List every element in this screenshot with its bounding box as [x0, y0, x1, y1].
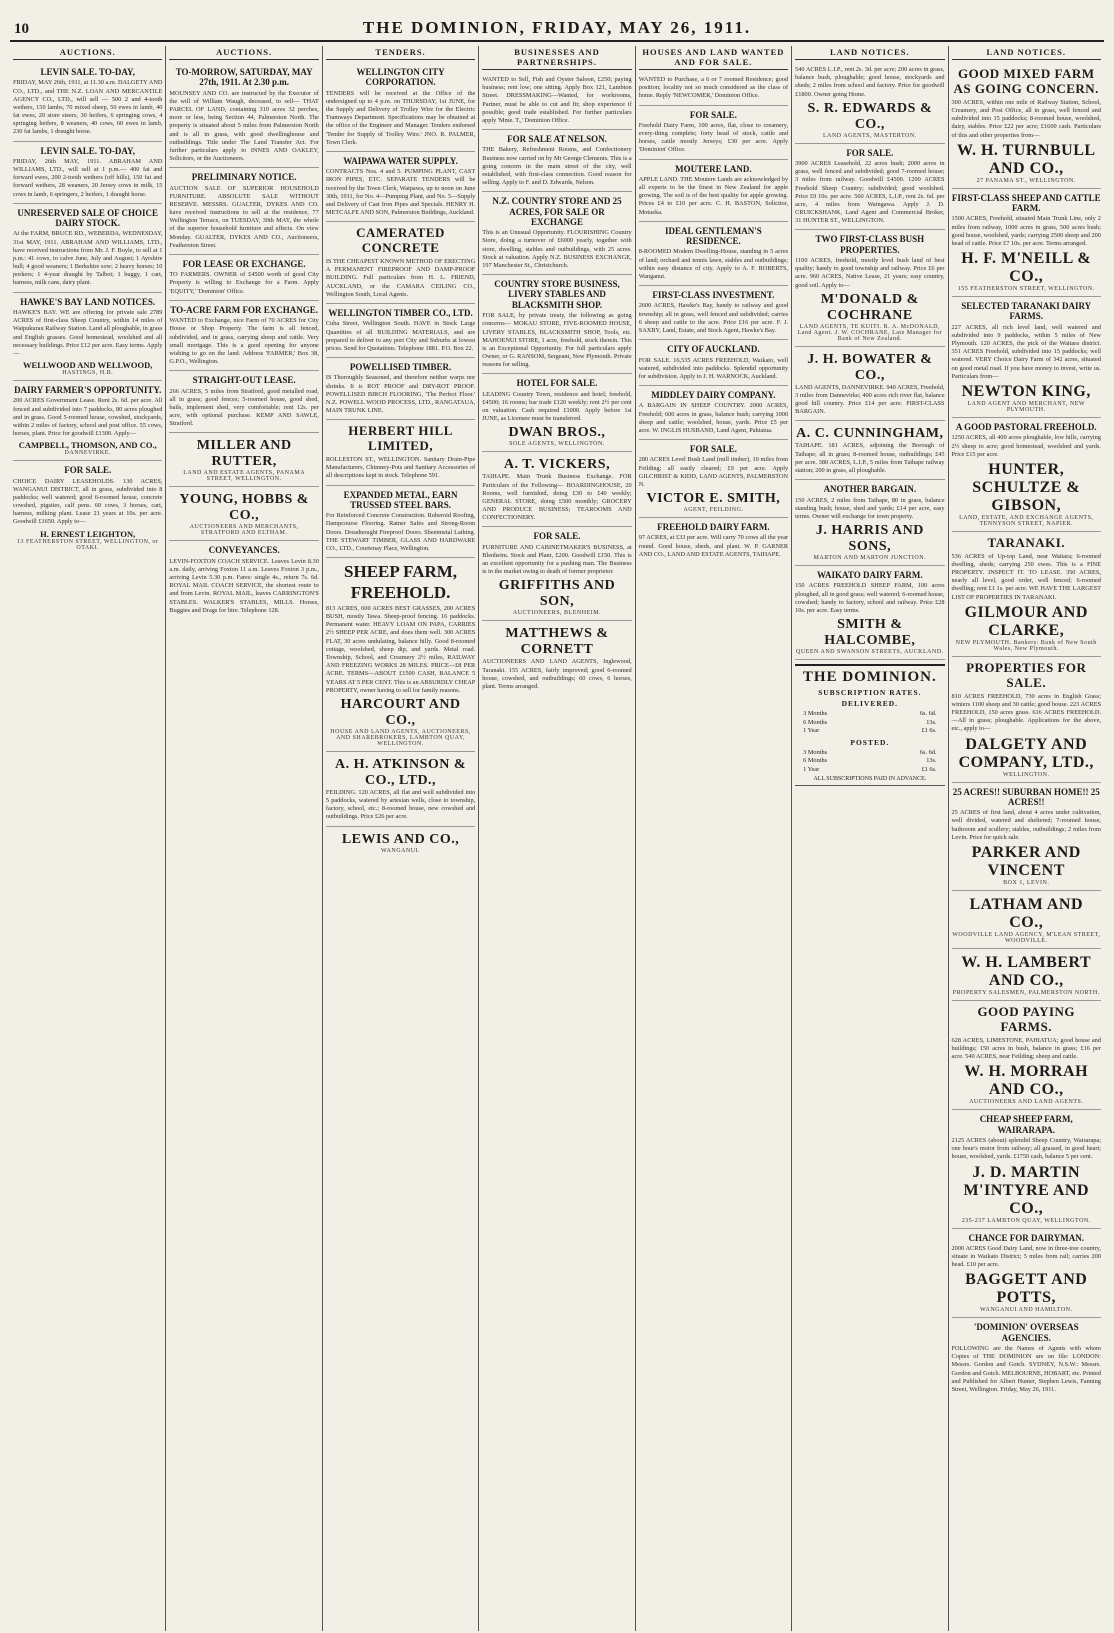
rates-row: [795, 710, 944, 719]
rate-price: £1 6s.: [921, 765, 937, 773]
ad-heading: EXPANDED METAL, EARN TRUSSED STEEL BARS.: [343, 489, 458, 510]
rates-subtitle: SUBSCRIPTION RATES.: [818, 688, 922, 698]
ad-miller-rutter: [169, 433, 318, 487]
ad-heading: HERBERT HILL LIMITED,: [348, 423, 453, 454]
ad-body: 540 ACRES L.I.P., rent 2s. 3d. per acre; 200 acres in grass, balance bush, ploughable; good house, stockyards and sheds; 2 miles from school and factory. Price for goodwill £1800. Owner going Home.: [795, 66, 945, 98]
ad-body: FOR SALE. 16,535 ACRES FREEHOLD, Waikato, well watered, subdivided into paddocks. Splendid opportunity for subdivision. Apply to J. H. WARNOCK, Auckland.: [638, 356, 789, 380]
ad-heading: LEVIN SALE. TO-DAY,: [40, 145, 135, 156]
ad-lease-exchange: [169, 255, 318, 301]
ad-dairy-opportunity: [13, 381, 162, 461]
rates-delivered-label: DELIVERED.: [841, 699, 899, 709]
ad-body: 150 ACRES FREEHOLD SHEEP FARM, 100 acres ploughed, all in good grass; well watered; 6-roomed house, cowshed; handy to factory, school and railway. Price £28 10s. per acre. Easy terms.: [795, 582, 945, 614]
ad-body: LAND AGENTS, DANNEVIRKE. 940 ACRES, Freehold, 3 miles from Dannevirke; 400 acres rich river flat, balance good hill country. Price £14 per acre. FIRST-CLASS BARGAIN.: [795, 383, 945, 416]
ad-heading: CHANCE FOR DAIRYMAN.: [968, 1232, 1084, 1243]
ad-address: 155 FEATHERSTON STREET, WELLINGTON.: [957, 286, 1095, 293]
ad-levin-sale-2: [13, 142, 162, 204]
ad-body: Cuba Street, Wellington South. HAVE in Stock Large Quantities of all BUILDING MATERIALS, and are prepared to deliver to any port City and Suburbs at lowest prices. Send for Quotations. Telephone 1881. P.O. Box 22.: [325, 320, 476, 352]
ad-body: FOR SALE, by private treaty, the following as going concerns— MOKAU STORE, FIVE-ROOMED HOUSE, LIVERY STABLES, BLACKSMITH SHOP, Tools, etc. MAHOENUI STORE, 1 acre, freehold, stock therein. This is an Exceptional Opportunity. For full particulars apply Owner, or G. RANSOM, Sergeant, New Plymouth. Private reasons for selling.: [482, 312, 632, 369]
ad-matthews-cornett: [482, 621, 631, 695]
ad-body: FEILDING. 120 ACRES, all flat and well subdivided into 5 paddocks, watered by artesian wells, close to township, factory, school, etc.; 8-roomed house, new cowshed and outbuildings. Price £26 per acre.: [325, 788, 476, 821]
ad-signature: VICTOR E. SMITH,: [646, 491, 781, 507]
ad-bush-land: [639, 440, 788, 518]
rate-period: 1 Year: [803, 727, 820, 735]
ad-properties-for-sale: [952, 657, 1101, 783]
ad-city-corporation: [326, 63, 475, 152]
ad-cruickshank: [795, 144, 944, 231]
ad-signature: PARKER AND VINCENT: [971, 843, 1081, 879]
ad-heading: PROPERTIES FOR SALE.: [966, 659, 1087, 690]
ad-body: A BARGAIN IN SHEEP COUNTRY. 2000 ACRES, Freehold; 600 acres in grass, balance bush; carrying 1000 sheep and cattle; woolshed, house, yards. Price £5 per acre. W. INGLIS HUSBAND, Land Agent, Pahiatua.: [638, 402, 789, 434]
ad-heading: SHEEP FARM, FREEHOLD.: [344, 562, 458, 602]
ad-signature: HUNTER, SCHULTZE & GIBSON,: [972, 460, 1081, 514]
ad-body: 628 ACRES, LIMESTONE, PAHIATUA; good house and buildings; 150 acres in bush, balance in grass; £16 per acre. 540 ACRES, near Feilding; sheep and cattle.: [951, 1036, 1101, 1061]
ad-heading: SELECTED TARANAKI DAIRY FARMS.: [961, 301, 1092, 322]
ad-body: This is an Unusual Opportunity. FLOURISHING Country Store, doing a turnover of £6000 yearly, together with store, dwelling, stables and outbuildings, with 25 acres. Stock at valuation. Apply N.Z. BUSINESS EXCHANGE, 197 Manchester St., Christchurch.: [482, 229, 632, 269]
ad-heading: FOR SALE.: [689, 444, 737, 455]
ad-heading: CITY OF AUCKLAND.: [667, 344, 760, 355]
ad-heading: HOTEL FOR SALE.: [516, 378, 598, 389]
ad-sheep-cattle-farm: [952, 189, 1101, 297]
ad-body: Freehold Dairy Farm, 100 acres, flat, close to creamery, every-thing complete; forty head of stock, cattle and horses, cattle mostly Jerseys; £30 per acre. Apply 'Dominion' Office.: [638, 121, 789, 154]
column-heading: HOUSES AND LAND WANTED AND FOR SALE.: [639, 46, 788, 70]
ad-livery-stables: [482, 275, 631, 374]
ad-address: 13 FEATHERSTON STREET, WELLINGTON, or OTAKI.: [17, 538, 159, 551]
rate-price: £1 6s.: [921, 727, 937, 735]
ad-fish-saloon: [482, 73, 631, 130]
ad-signature: J. D. MARTIN M'INTYRE AND CO.,: [963, 1163, 1090, 1217]
ad-lewis: [326, 827, 475, 858]
ad-body: LEADING Country Town, residence and hotel; freehold, £4500; 16 rooms; bar trade £120 weekly; rent 2½ per cent on valuation. Cash required £1000. Apply before 1st JUNE, as Licensee must be transferred.: [482, 390, 632, 423]
ad-suburban-home: [952, 783, 1101, 891]
ad-address: PROPERTY SALESMEN, PALMERSTON NORTH.: [952, 989, 1100, 996]
rates-note: ALL SUBSCRIPTIONS PAID IN ADVANCE.: [813, 776, 927, 783]
ad-lambert: [952, 949, 1101, 1001]
columns: [10, 46, 1104, 1631]
ad-camerated-concrete: [326, 222, 475, 304]
column-heading: BUSINESSES AND PARTNERSHIPS.: [482, 46, 631, 70]
ad-body: TENDERS will be received at the Office of the undersigned up to 4 p.m. on THURSDAY, 1st JUNE, for the Supply and Delivery of Trolley Wire for the Electric Tramways Department. Specifications may be obtained at the office of the Engineer and Manager. Tenders endorsed 'Tender for Supply of Trolley Wire.' JNO. R. PALMER, Town Clerk.: [325, 89, 476, 146]
ad-signature: WELLWOOD AND WELLWOOD,: [23, 360, 153, 371]
ad-bowater: [795, 347, 944, 422]
ad-city-of-auckland: [639, 340, 788, 386]
ad-heading: FREEHOLD DAIRY FARM.: [657, 522, 770, 533]
ad-body: LEVIN-FOXTON COACH SERVICE. Leaves Levin 8.30 a.m. daily, arriving Foxton 11 a.m. Leaves Foxton 3 p.m., arriving Levin 5.30 p.m. Fares: single 4s., return 7s. 6d. ROYAL MAIL COACH SERVICE, the shortest route to and from Levin. ROYAL MAIL, leaves CARRINGTON'S STABLES. WALKER'S STABLES, MILLS. Horses, Buggies and Drags for hire. Telephone 128.: [169, 557, 319, 614]
page-number: 10: [14, 21, 29, 37]
column-7: [949, 46, 1104, 1631]
ad-signature: MILLER AND RUTTER,: [196, 438, 292, 470]
ad-signature: DALGETY AND COMPANY, LTD.,: [958, 735, 1094, 771]
ad-powellised-timber: [326, 358, 475, 420]
rate-price: 13s.: [926, 757, 937, 765]
ad-address: 235-237 LAMBTON QUAY, WELLINGTON.: [961, 1217, 1091, 1224]
ad-bush-properties: [795, 230, 944, 346]
ad-heading: FOR SALE AT NELSON.: [507, 134, 607, 145]
ad-furniture-business: [482, 527, 631, 621]
ad-body: 3900 ACRES Leasehold, 22 acres bush; 2000 acres in grass, well fenced and subdivided; good 7-roomed house; 3 miles from railway. Goodwill £4500. 1200 ACRES Freehold Sheep Country; subdivided; good woolshed. Price £9 10s. per acre. 560 ACRES, L.I.P., rent 2s. 6d. per acre, 4 miles from Waingawa. Apply J. D. CRUICKSHANK, Land Agent and Commercial Broker, 31 HUNTER ST., WELLINGTON.: [795, 160, 945, 225]
ad-heading: FOR SALE.: [64, 465, 112, 476]
ad-body: TAIHAPE. 181 ACRES, adjoining the Borough of Taihape; all in grass; 8-roomed house, outbuildings; £45 per acre. 380 ACRES, L.I.P., 5 miles from Taihape railway station; 200 in grass, all ploughable.: [795, 442, 945, 474]
ad-body: 150 ACRES, 2 miles from Taihape, 80 in grass, balance standing bush; house, shed and yards; £14 per acre, easy terms. Owner will exchange for town property.: [795, 496, 945, 520]
ad-body: HAWKE'S BAY. WE are offering for private sale 2789 ACRES of first-class Sheep Country, within 14 miles of Waipukurau Railway Station. Land all ploughable, in grass and English grasses. Good homestead, woolshed and all necessary buildings. Price £12 per acre. Easy terms. Apply—: [13, 308, 163, 357]
ad-signature: A. H. ATKINSON & CO., LTD.,: [335, 756, 467, 788]
ad-body: FOLLOWING are the Names of Agents with whom Copies of THE DOMINION are on file: LONDON: Messrs. Gordon and Gotch. SYDNEY, N.S.W.: Messrs. Gordon and Gotch. MELBOURNE, HOBART, etc. Printed and Published for Albert Hunter, Stephen Lewis, Fanning Street, Wellington. Friday, May 26, 1911.: [951, 1345, 1101, 1393]
ad-tomorrow-sale: [169, 63, 318, 168]
ad-body: APPLE LAND. THE Moutere Lands are acknowledged by all experts to be the finest in New Zealand for apple growing. The soil is of the best quality for apple growing. Prices £4 to £10 per acre. C. H. BASTON, Solicitor, Motueka.: [638, 175, 789, 216]
ad-heading: A GOOD PASTORAL FREEHOLD.: [955, 422, 1097, 432]
ad-heading: CONVEYANCES.: [208, 545, 280, 556]
ad-heading: ANOTHER BARGAIN.: [823, 484, 917, 495]
ad-address: DANNEVIRKE.: [64, 450, 111, 457]
ad-atkinson: [326, 752, 475, 827]
ad-signature: YOUNG, HOBBS & CO.,: [179, 492, 309, 524]
ad-cunningham: [795, 421, 944, 480]
ad-signature: DWAN BROS.,: [508, 425, 606, 441]
ad-body: ROLLESTON ST., WELLINGTON. Sanitary Drain-Pipe Manufacturers, Chimney-Pots and Sanitary Accessories of all descriptions kept in stock. Telephone 591.: [325, 456, 476, 480]
ad-body: 1250 ACRES, all 400 acres ploughable, low hills, carrying 2½ sheep to acre; good homestead, woolshed and yards. Price £15 per acre.: [951, 434, 1101, 458]
ad-body: 266 ACRES, 5 miles from Stratford, good metalled road, all in grass; good fences; 5-roomed house, good shed, bails, implement shed, very comfortable; rent 12s. per acre, with optional purchase. KEMP AND SAWLE, Stratford.: [169, 387, 319, 428]
ad-young-hobbs: [169, 487, 318, 541]
ad-dairyman-chance: [952, 1229, 1101, 1319]
ad-heading: N.Z. COUNTRY STORE AND 25 ACRES, FOR SALE OR EXCHANGE: [492, 196, 622, 227]
ad-heading: GOOD MIXED FARM AS GOING CONCERN.: [953, 66, 1099, 96]
ad-signature: GRIFFITHS AND SON,: [498, 578, 616, 610]
ad-body: 2600 ACRES, Hawke's Bay, handy to railway and good township; all in grass, well fenced and subdivided; carries 6 sheep and cattle to the acre. Price £16 per acre. F. J. SAXBY, Land, Estate, and Stock Agent, Hawke's Bay.: [638, 302, 789, 334]
ad-sheep-country: [639, 386, 788, 440]
rate-price: 6s. 6d.: [919, 748, 937, 756]
ad-heading: 'DOMINION' OVERSEAS AGENCIES.: [973, 1322, 1079, 1343]
ad-cheap-sheep-farm: [952, 1110, 1101, 1228]
ad-address: WANGANUI.: [381, 847, 421, 854]
ad-heading: WELLINGTON TIMBER CO., LTD.: [328, 308, 473, 318]
ad-sheep-farm: [326, 558, 475, 752]
ad-signature: W. H. LAMBERT AND CO.,: [961, 953, 1092, 989]
ad-signature: CAMPBELL, THOMSON, AND CO.,: [18, 440, 157, 451]
ad-address: NEW PLYMOUTH. Bankers: Bank of New South Wales, New Plymouth.: [955, 639, 1097, 652]
ad-body: CONTRACTS Nos. 4 and 5. PUMPING PLANT, CAST IRON PIPES, ETC. SEPARATE TENDERS will be received by the Town Clerk, Waipawa, up to noon on June 30th, 1911, for No. 4—Pumping Plant, and No. 5—Supply and Delivery of Cast Iron Pipes and Specials. HENRY H. METCALFE AND SON, Palmerston Buildings, Auckland.: [325, 168, 476, 217]
ad-address: WELLINGTON.: [1002, 771, 1050, 778]
ad-country-store: [482, 192, 631, 275]
ad-body: 813 ACRES, 600 ACRES BEST GRASSES, 200 ACRES BUSH, mostly Tawa. Sheep-proof fencing. 16 paddocks. Permanent water. HEAVY LOAM ON PAPA, CARRIES 2½ SHEEP PER ACRE, and does them well. 300 ACRES FLAT, 30 acres undulating, balance hilly. Good 8-roomed cottage, woolshed, sheep dip, and yards. Metal road. Township, School, and Creamery 2½ miles, RAILWAY AND FREEZING WORKS 28 MILES. PRICE—£8 PER ACRE. TERMS—ABOUT £1500 CASH, BALANCE 5 YEARS AT 5 PER CENT. This is an ABSURDLY CHEAP PROPERTY, owner having to sell for family reasons.: [325, 604, 476, 694]
ad-signature: A. C. CUNNINGHAM,: [796, 426, 944, 442]
ad-body: WANTED to Exchange, nice Farm of 70 ACRES for City House or Shop Property. The farm is all fenced, subdivided, and in grass, carrying sheep and cattle. Very small mortgage. This is a good opening for anyone wishing to go on the land. Address 'FARMER,' Box 38, G.P.O., Wellington.: [169, 317, 319, 366]
ad-overseas-agencies: [952, 1318, 1101, 1398]
ad-good-paying-farms: [952, 1001, 1101, 1110]
ad-conveyances: [169, 541, 318, 619]
ad-signature: W. H. MORRAH AND CO.,: [964, 1063, 1089, 1099]
ad-body: 25 ACRES of first land, about 4 acres under cultivation, well divided, watered and sheltered; 7-roomed house, bathroom and scullery; stables, outbuildings; 2 miles from Levin. Price for quick sale.: [951, 809, 1101, 841]
ad-pastoral-freehold: [952, 418, 1101, 532]
rate-period: 3 Months: [803, 710, 828, 718]
ad-heading: TO-ACRE FARM FOR EXCHANGE.: [170, 304, 318, 315]
ad-heading: WELLINGTON CITY CORPORATION.: [356, 67, 445, 88]
ad-signature: J. H. BOWATER & CO.,: [807, 351, 933, 383]
ad-body: AUCTIONEERS AND LAND AGENTS, Inglewood, Taranaki. 155 ACRES, fairly improved; good 6-roomed house, cowshed, and outbuildings; 60 cows, 6 horses, plant. Terms arranged.: [482, 658, 632, 690]
column-2: [166, 46, 322, 1631]
ad-heading: FOR SALE.: [533, 531, 581, 542]
ad-heading: MIDDLEY DAIRY COMPANY.: [651, 390, 776, 401]
ad-heading: FOR SALE.: [846, 147, 894, 158]
rate-period: 6 Months: [803, 718, 828, 726]
ad-address: 27 PANAMA ST., WELLINGTON.: [976, 177, 1076, 184]
ad-body: 2125 ACRES (about) splendid Sheep Country, Wairarapa; one hour's motor from railway; all grassed, in good heart; house, woolshed, yards. £1750 cash, balance 5 per cent.: [951, 1137, 1101, 1161]
ad-body: MOUNSEY AND CO. are instructed by the Executor of the will of William Waugh, deceased, to sell— THAT PARCEL OF LAND, containing 310 acres 32 perches, more or less, being Section 44, Palmerston North. The property is situated about 5 miles from Palmerston North and is all in grass, with good dwellinghouse and outbuildings. Title under The Land Transfer Act. For further particulars apply to INNES AND OAKLEY, Solicitors, or the Auctioneers.: [169, 89, 319, 163]
ad-body: 1100 ACRES, freehold, mostly level bush land of best quality; handy to good township and railway. Price £6 per acre. 960 ACRES, Native Lease, 21 years; easy country, good soil. Apply to—: [795, 257, 945, 289]
ad-address: LAND AGENTS, MASTERTON.: [822, 132, 917, 139]
ad-address: MARTON AND MARTON JUNCTION.: [813, 555, 927, 562]
ad-signature: H. ERNEST LEIGHTON,: [40, 528, 136, 539]
ad-address: AUCTIONEERS, BLENHEIM.: [512, 610, 602, 617]
masthead: [10, 8, 1104, 42]
ad-signature: NEWTON KING,: [961, 383, 1091, 400]
ad-waikato-dairy: [795, 566, 944, 660]
ad-heading: CHEAP SHEEP FARM, WAIRARAPA.: [979, 1114, 1073, 1135]
ad-body: 810 ACRES FREEHOLD, 730 acres in English Grass; winters 1100 sheep and 30 cattle; good house. 223 ACRES FREEHOLD, 150 acres grass. 616 ACRES FREEHOLD.—All in grass; ploughable. Applications for the above, etc., apply to—: [951, 692, 1101, 733]
ad-body: FRIDAY, 26th MAY, 1911. ABRAHAM AND WILLIAMS, LTD., will sell at 1 p.m.— 400 fat and forward ewes, 200 2-tooth wethers (off hills), 150 fat and forward wethers, 28 weaners, 20 Jersey cows in milk, 15 cows in lamb, 6 springers, 2 heifers, 1 draught horse.: [13, 157, 163, 198]
ad-address: LAND AGENT AND MERCHANT, NEW PLYMOUTH.: [967, 401, 1086, 413]
ad-mixed-farm: [952, 63, 1101, 189]
subscription-rates: [795, 664, 944, 786]
ad-body: At the FARM, BRUCE RD., WEBERDA, WEDNESDAY, 31st MAY, 1911. ABRAHAM AND WILLIAMS, LTD., have received instructions from Mr. J. F. Boyle, to sell at 1 p.m.: 41 cows, to calve June, July and August; 1 Ayrshire bull; 4 good weaners; 1 Berkshire sow; 2 heavy horses; 10 porkers; 1 4-year draught by Talbot; 1 buggy, 1 cart, harness, milk cans, dairy plant.: [13, 230, 163, 287]
ad-dairy-stock: [13, 204, 162, 293]
column-heading: AUCTIONS.: [169, 46, 318, 60]
ad-freehold-dairy: [639, 106, 788, 160]
ad-heading: FIRST-CLASS SHEEP AND CATTLE FARM.: [951, 192, 1101, 214]
ad-heading: UNRESERVED SALE OF CHOICE DAIRY STOCK.: [17, 207, 159, 229]
ad-heading: POWELLISED TIMBER.: [349, 362, 452, 373]
ad-body: WANTED to Sell, Fish and Oyster Saloon, £250; paying business; rent low; one sitting. Apply Box 121, Lambton Street. DRESSMAKING—Wanted, for workrooms, Partner, must be able to cut and fit; shop experience if possible; good trade established. For further particulars apply 'Mme. T.,' Dominion Office.: [482, 76, 632, 124]
ad-body: 200 ACRES Government Lease. Rent 2s. 6d. per acre. All fenced and subdivided into 7 paddocks, 80 acres ploughed and in grass. Good 5-roomed house, cowshed, stockyards, within 2 miles of factory, school and post office. 55 cows, horses, plant. Price for goodwill £1300. Apply—: [13, 397, 163, 438]
ad-heading: MOUTERE LAND.: [675, 163, 752, 174]
newspaper-title: THE DOMINION, FRIDAY, MAY 26, 1911.: [362, 18, 752, 37]
ad-heading: FIRST-CLASS INVESTMENT.: [652, 290, 775, 301]
column-6: [792, 46, 948, 1631]
ad-another-bargain: [795, 480, 944, 566]
ad-body: IS Thoroughly Seasoned, and therefore neither warps nor shrinks. It is ROT PROOF and DRY-ROT PROOF. POWELLISED BIRCH FLOORING, 'The Perfect Floor.' N.Z. POWELL WOOD PROCESS, LTD., RANGATAUA, MAIN TRUNK LINE.: [325, 374, 476, 415]
rates-row: [795, 757, 944, 766]
ad-signature: GILMOUR AND CLARKE,: [964, 603, 1088, 639]
rate-price: 6s. 6d.: [919, 710, 937, 718]
ad-heading: WAIPAWA WATER SUPPLY.: [343, 155, 458, 166]
column-3: [323, 46, 479, 1631]
ad-body: IS THE CHEAPEST KNOWN METHOD OF ERECTING A PERMANENT FIREPROOF AND DAMP-PROOF BUILDING. Full particulars from H. L. FRIEND, AUCKLAND, or the CAMARA CEILING CO., Wellington South, Local Agents.: [325, 258, 476, 298]
ad-hotel-sale: [482, 374, 631, 452]
ad-heading: HAWKE'S BAY LAND NOTICES.: [20, 296, 156, 307]
ad-heading: LEVIN SALE. TO-DAY,: [40, 67, 135, 77]
column-heading: AUCTIONS.: [13, 46, 162, 60]
ad-heading: PRELIMINARY NOTICE.: [191, 172, 297, 183]
ad-herbert-hill: [326, 420, 475, 485]
ad-heading: TO-MORROW, SATURDAY, MAY 27th, 1911. At 2.30 p.m.: [175, 67, 313, 88]
ad-address: AUCTIONEERS AND MERCHANTS, STRATFORD AND ELTHAM.: [189, 524, 299, 537]
rate-price: 13s.: [926, 718, 937, 726]
ad-furniture-sale: [169, 168, 318, 255]
ad-signature: J. HARRIS AND SONS,: [815, 523, 924, 555]
ad-address: LAND, ESTATE, AND EXCHANGE AGENTS, TENNYSON STREET, NAPIER.: [959, 514, 1094, 527]
ad-body: For Reinforced Concrete Construction. Ruberoid Roofing, Dampcourse Flooring. Ratner Safes and Strong-Room Doors. Dreadnought Fireproof Doors. Sheetmetal Lathing. THE STEWART TIMBER, GLASS AND HARDWARE CO., LTD., Courtenay Place, Wellington.: [325, 512, 476, 552]
rate-period: 6 Months: [803, 757, 828, 765]
ad-body: 300 ACRES, within one mile of Railway Station, School, Creamery, and Post Office, all in grass, well fenced and subdivided into 15 paddocks; 8-roomed house, woolshed, dairy, stables. Price £22 per acre; £1600 cash. Particulars of this and other properties from—: [951, 98, 1101, 139]
ad-taranaki: [952, 532, 1101, 657]
ad-address: WOODVILLE LAND AGENCY, M'LEAN STREET, WOODVILLE.: [952, 931, 1101, 944]
ad-signature: SMITH & HALCOMBE,: [824, 617, 916, 649]
ad-heading: IDEAL GENTLEMAN'S RESIDENCE.: [665, 225, 762, 247]
ad-heading: FOR SALE.: [689, 109, 737, 120]
ad-freehold-dairy-farm: [639, 518, 788, 563]
column-1: [10, 46, 166, 1631]
ad-signature: S. R. EDWARDS & CO.,: [807, 100, 933, 132]
ad-signature: MATTHEWS & CORNETT: [505, 626, 609, 658]
rates-row: [795, 766, 944, 775]
ad-heading: TARANAKI.: [987, 534, 1066, 550]
ad-dairy-leaseholds: [13, 461, 162, 554]
ad-signature: LEWIS AND CO.,: [341, 831, 460, 847]
rates-title: THE DOMINION.: [802, 669, 937, 686]
rates-row: [795, 749, 944, 758]
ad-heading: CAMERATED CONCRETE: [356, 225, 445, 256]
ad-body: 536 ACRES of Up-top Land, near Waitara; 6-roomed dwelling, sheds; carrying 250 ewes. This is a FINE PROPERTY. INSPECT IT. TO LEASE. 350 ACRES, nearly all level, good order, well fenced; 6-roomed dwelling; rent £1 1s. per acre. WE HAVE THE LARGEST LIST OF PROPERTIES IN TARANAKI.: [951, 552, 1101, 601]
ad-signature: M'DONALD & COCHRANE: [820, 291, 919, 323]
ad-body: 1500 ACRES, Freehold, situated Main Trunk Line, only 2 miles from railway, 1000 acres in grass, 500 acres bush; good house, woolshed, yards; carrying 2500 sheep and 200 head of cattle. Price £7 10s. per acre. Terms arranged.: [951, 215, 1101, 247]
ad-signature: A. T. VICKERS,: [503, 457, 611, 473]
ad-address: LAND AND ESTATE AGENTS, PANAMA STREET, WELLINGTON.: [183, 470, 306, 483]
ad-heading: GOOD PAYING FARMS.: [977, 1003, 1076, 1034]
ad-body: CHOICE DAIRY LEASEHOLDS. 130 ACRES, WANGANUI DISTRICT, all in grass, subdivided into 8 paddocks; well watered; good 6-roomed house, concrete cowshed, pigsties, calf pens. 60 cows, 3 horses, cart, harness, milking plant. Lease 21 years at 10s. per acre. Goodwill £1650. Apply to—: [13, 477, 163, 526]
ad-address: HASTINGS, H.B.: [62, 370, 114, 377]
ad-signature: HARCOURT AND CO.,: [340, 696, 461, 728]
ad-body: THE Bakery, Refreshment Rooms, and Confectionery Business now carried on by Mr George Clements. This is a going concern in the main street of the city, well established, with first-class connection. Good reason for selling. Apply to F. and D. Edwards, Nelson.: [482, 146, 632, 187]
rate-period: 3 Months: [803, 748, 828, 756]
ad-moutere-land: [639, 160, 788, 222]
column-heading: LAND NOTICES.: [795, 46, 944, 60]
ad-wanted-residence: [639, 73, 788, 106]
rates-row: [795, 719, 944, 728]
ad-nelson-bakery: [482, 130, 631, 192]
ad-heading: FOR LEASE OR EXCHANGE.: [182, 258, 306, 269]
ad-address: LAND AGENTS, TE KUITI. R. A. McDONALD, Land Agent. J. W. COCHRANE, Late Manager for Bank of New Zealand.: [797, 323, 943, 342]
ad-body: AUCTION SALE OF SUPERIOR HOUSEHOLD FURNITURE. ABSOLUTE SALE WITHOUT RESERVE. MESSRS. GUALTER, DYKES AND CO. have received instructions to sell at the residence, 77 Wellington Terrace, on TUESDAY, 30th MAY, the whole of the superior household furniture and effects. On view Monday. GUALTER, DYKES AND CO., Auctioneers, Featherston Street.: [169, 184, 319, 249]
column-heading: LAND NOTICES.: [952, 46, 1101, 60]
ad-heading: COUNTRY STORE BUSINESS, LIVERY STABLES AND BLACKSMITH SHOP.: [494, 279, 620, 310]
ad-taranaki-dairy: [952, 297, 1101, 418]
ad-heading: WAIKATO DAIRY FARM.: [817, 570, 923, 581]
ad-levin-sale-1: [13, 63, 162, 142]
ad-body: FURNITURE AND CABINETMAKER'S BUSINESS, at Blenheim. Stock and Plant, £200. Goodwill £150. This is an excellent opportunity for a pushing man. The Business is in the market owing to death of former proprietor.: [482, 543, 632, 576]
ad-vickers: [482, 452, 631, 527]
ad-expanded-metal: [326, 486, 475, 559]
ad-body: 8-ROOMED Modern Dwelling-House, standing in 5 acres of land; orchard and tennis lawn, stables and outbuildings; within easy distance of city. Apply to A. F. ROBERTS, Wanganui.: [638, 248, 789, 280]
ad-body: 280 ACRES Level Bush Land (mill timber), 10 miles from Feilding; all easily cleared; £9 per acre. Apply GILCHRIST & KIDD, LAND AGENTS, PALMERSTON N.: [638, 456, 789, 488]
ad-address: QUEEN AND SWANSON STREETS, AUCKLAND.: [795, 649, 944, 656]
ad-signature: LATHAM AND CO.,: [969, 895, 1084, 931]
ad-body: TAIHAPE. Main Trunk Business Exchange. FOR Particulars of the Following— BOARDINGHOUSE, 20 Rooms, well furnished, doing £30 to £40 weekly; GENERAL STORE, doing £500 monthly; GROCERY AND PRODUCE BUSINESS; TEAROOMS AND CONFECTIONERY.: [482, 473, 632, 522]
ad-farm-exchange: [169, 301, 318, 371]
column-4: [479, 46, 635, 1631]
column-5: [636, 46, 792, 1631]
ad-signature: W. H. TURNBULL AND CO.,: [956, 141, 1096, 177]
rate-period: 1 Year: [803, 765, 820, 773]
ad-body: TO FARMERS. OWNER of £4500 worth of good City Property is willing to Exchange for a Farm. Apply 'EQUITY,' 'Dominion' Office.: [169, 271, 319, 295]
ad-waipawa-water: [326, 152, 475, 222]
rates-posted-label: POSTED.: [850, 737, 890, 747]
ad-address: BOX 1, LEVIN.: [1003, 879, 1050, 886]
ad-signature: H. F. M'NEILL & CO.,: [961, 250, 1092, 286]
ad-first-class-investment: [639, 286, 788, 340]
ad-heading: STRAIGHT-OUT LEASE.: [192, 375, 296, 386]
ad-signature: BAGGETT AND POTTS,: [965, 1271, 1088, 1307]
ad-body: FRIDAY, MAY 26th, 1911, at 11.30 a.m. DALGETY AND CO., LTD., and THE N.Z. LOAN AND MERCANTILE AGENCY CO., LTD., will sell — 500 2 and 4-tooth wethers, 150 lambs, 70 mixed sheep, 50 ewes in lamb, 40 fat ewes, 20 store steers, 30 heifers, 6 springing cows, 4 springing heifers, 8 weaners, 40 cows, 60 ewes in lamb, 230 fat lambs, 1 draught horse.: [13, 79, 163, 136]
ad-body: 2000 ACRES Good Dairy Land, now in three-tree country, situate in Waikato District; 5 miles from rail; carries 200 head. £10 per acre.: [951, 1244, 1101, 1269]
ad-address: WANGANUI AND HAMILTON.: [979, 1307, 1073, 1314]
ad-address: HOUSE AND LAND AGENTS, AUCTIONEERS, AND SHAREBROKERS, LAMBTON QUAY, WELLINGTON.: [330, 728, 471, 747]
ad-address: SOLE AGENTS, WELLINGTON.: [509, 441, 605, 448]
ad-body: 227 ACRES, all rich level land, well watered and subdivided into 9 paddocks, within 5 miles of New Plymouth. 120 ACRES, the pick of the Waitara district. 351 ACRES Freehold, subdivided into 15 paddocks; well watered. VERY Choice Dairy Farm of 342 acres, situated on good metal road. If you have money to invest, write us. Particulars from—: [951, 323, 1101, 380]
ad-latham: [952, 891, 1101, 949]
ad-body: WANTED to Purchase, a 6 or 7 roomed Residence; good position; locality not so much considered as the class of home. Reply 'NEWCOMER,' Dominion Office.: [638, 76, 789, 100]
ad-heading: DAIRY FARMER'S OPPORTUNITY.: [14, 385, 162, 396]
ad-heading: 25 ACRES!! SUBURBAN HOME!! 25 ACRES!!: [952, 786, 1100, 807]
ad-heading: TWO FIRST-CLASS BUSH PROPERTIES.: [815, 234, 925, 255]
ad-hawkes-bay: [13, 293, 162, 381]
ad-address: AUCTIONEERS AND LAND AGENTS.: [969, 1099, 1084, 1106]
column-heading: TENDERS.: [326, 46, 475, 60]
ad-timber-co: [326, 304, 475, 358]
rates-row: [795, 727, 944, 736]
ad-address: AGENT, FEILDING.: [683, 507, 744, 514]
ad-lip-lease: [795, 63, 944, 144]
ad-gentlemans-residence: [639, 222, 788, 286]
ad-straight-lease: [169, 371, 318, 433]
ad-body: 97 ACRES, at £33 per acre. Will carry 70 cows all the year round. Good house, sheds, and plant. W. P. GARNER AND CO., LAND AND ESTATE AGENTS, TAIHAPE.: [638, 534, 789, 558]
